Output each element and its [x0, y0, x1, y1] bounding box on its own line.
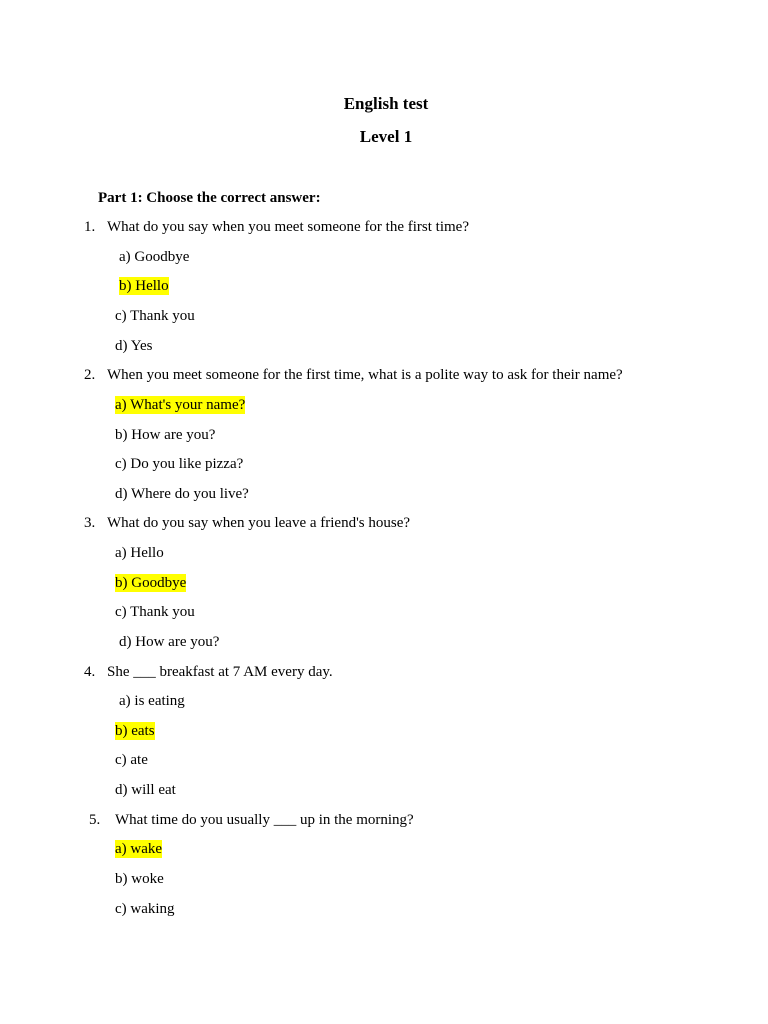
question-text: What do you say when you leave a friend's house? [107, 515, 411, 531]
answer-option: c) Do you like pizza? [115, 456, 244, 472]
answer-option-correct: b) Hello [119, 278, 169, 294]
question-number: 5. [89, 812, 101, 828]
question-number: 1. [84, 219, 96, 235]
answer-option: c) Thank you [115, 604, 195, 620]
answer-option: a) is eating [119, 693, 185, 709]
answer-option-correct: b) Goodbye [115, 575, 187, 591]
answer-option-correct: b) eats [115, 723, 155, 739]
answer-option-correct: a) wake [115, 841, 163, 857]
answer-option: b) woke [115, 871, 164, 887]
question-text: What time do you usually ___ up in the morning? [115, 812, 414, 828]
answer-option: c) waking [115, 901, 175, 917]
answer-option: b) How are you? [115, 427, 216, 443]
level-title: Level 1 [359, 127, 413, 146]
answer-option: a) Hello [115, 545, 164, 561]
question-number: 4. [84, 664, 96, 680]
answer-option: c) Thank you [115, 308, 195, 324]
part1-heading: Part 1: Choose the correct answer: [98, 190, 321, 206]
answer-option: d) Where do you live? [115, 486, 249, 502]
answer-option-correct: a) What's your name? [115, 397, 246, 413]
question-number: 3. [84, 515, 96, 531]
question-text: What do you say when you meet someone for the first time? [107, 219, 469, 235]
answer-option: d) How are you? [119, 634, 220, 650]
answer-option: a) Goodbye [119, 249, 190, 265]
page-title: English test [343, 94, 429, 113]
question-text: When you meet someone for the first time, what is a polite way to ask for their name? [107, 367, 623, 383]
answer-option: d) will eat [115, 782, 176, 798]
question-text: She ___ breakfast at 7 AM every day. [107, 664, 333, 680]
question-number: 2. [84, 367, 96, 383]
answer-option: d) Yes [115, 338, 153, 354]
answer-option: c) ate [115, 752, 148, 768]
